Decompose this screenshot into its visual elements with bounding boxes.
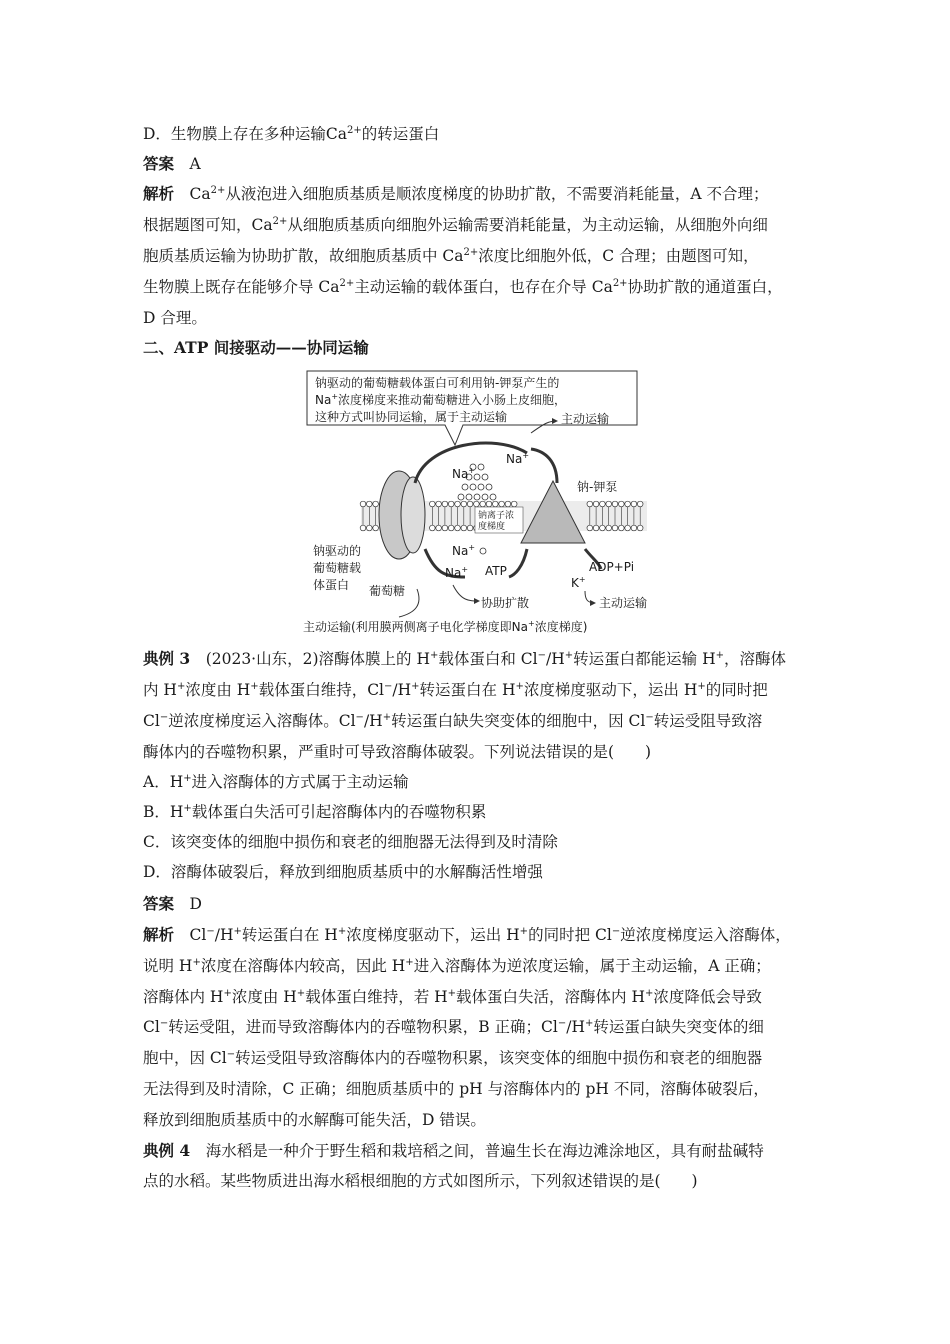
superscript: −: [537, 650, 546, 661]
text-run: 载体蛋白和 Cl: [438, 650, 538, 668]
text-run: 从细胞质基质向细胞外运输需要消耗能量，为主动运输，从细胞外向细: [287, 216, 768, 234]
facilitated-label: 协助扩散: [481, 596, 530, 610]
text-line-13: [143, 771, 823, 793]
k-label: K+: [571, 575, 586, 590]
text-run: 载体蛋白失活，溶酶体内 H: [456, 988, 645, 1006]
text-line-16: [143, 861, 823, 883]
superscript: 2+: [272, 216, 288, 227]
text-run: 逆浓度梯度运入溶酶体。Cl: [168, 712, 356, 730]
carrier-label-2: 葡萄糖载: [313, 561, 362, 575]
superscript: −: [557, 1018, 567, 1029]
superscript: +: [447, 988, 457, 999]
text-run: A．H: [143, 773, 184, 791]
pump-atp-arrow: [509, 549, 527, 577]
text-line-5: [143, 245, 823, 267]
superscript: −: [645, 712, 654, 723]
text-run: A: [174, 155, 201, 173]
text-run: Cl: [143, 712, 160, 730]
text-line-11: [143, 710, 823, 732]
text-run: 进入溶酶体为逆浓度运输，属于主动运输，A 正确；: [413, 957, 771, 975]
text-line-23: [143, 1078, 823, 1100]
superscript: +: [233, 926, 242, 937]
text-run: 浓度在溶酶体内较高，因此 H: [200, 957, 406, 975]
superscript: 2+: [339, 278, 355, 289]
active-transport-bottom-label: 主动运输: [599, 596, 648, 610]
gradient-label-2: 度梯度: [478, 522, 506, 532]
text-run: 无法得到及时清除，C 正确；细胞质基质中的 pH 与溶酶体内的 pH 不同，溶酶体破裂后，: [143, 1080, 769, 1098]
text-run: 从液泡进入细胞质基质是顺浓度梯度的协助扩散，不需要消耗能量，A 不合理；: [225, 185, 769, 203]
text-line-12: [143, 741, 823, 763]
text-run: 浓度由 H: [231, 988, 297, 1006]
text-run: D．溶酶体破裂后，释放到细胞质基质中的水解酶活性增强: [143, 863, 543, 881]
text-run: 胞中，因 Cl: [143, 1049, 227, 1067]
carrier-label-3: 体蛋白: [313, 578, 350, 592]
text-run: 解析: [143, 925, 175, 944]
text-run: 解析: [143, 184, 175, 203]
text-run: Ca: [174, 185, 211, 203]
superscript: +: [183, 773, 192, 784]
superscript: 2+: [612, 278, 628, 289]
superscript: −: [159, 1018, 169, 1029]
text-run: (2023·山东，2)溶酶体膜上的 H: [190, 650, 430, 668]
superscript: +: [176, 681, 186, 692]
na-top-label: Na+: [506, 451, 530, 466]
text-run: 释放到细胞质基质中的水解酶可能失活，D 错误。: [143, 1111, 486, 1129]
superscript: +: [715, 650, 724, 661]
superscript: +: [585, 1018, 594, 1029]
text-run: 酶体内的吞噬物积累，严重时可导致溶酶体破裂。下列说法错误的是( ): [143, 743, 652, 761]
text-run: C．该突变体的细胞中损伤和衰老的细胞器无法得到及时清除: [143, 833, 558, 851]
text-run: 载体蛋白维持，若 H: [305, 988, 448, 1006]
text-run: 转运蛋白在 H: [419, 681, 516, 699]
gradient-label-1: 钠离子浓: [478, 511, 515, 521]
text-run: /H: [392, 681, 412, 699]
text-line-17: [143, 893, 823, 915]
superscript: −: [206, 926, 215, 937]
text-run: /H: [546, 650, 565, 668]
superscript: 2+: [347, 125, 362, 136]
text-run: 浓度梯度驱动下，运出 H: [346, 926, 520, 944]
text-run: B．H: [143, 803, 184, 821]
text-line-22: [143, 1047, 823, 1069]
superscript: +: [411, 681, 420, 692]
na-low-label: Na+: [452, 543, 476, 558]
text-run: 内 H: [143, 681, 177, 699]
superscript: +: [564, 650, 574, 661]
superscript: +: [697, 681, 706, 692]
text-run: 的转运蛋白: [361, 125, 440, 143]
text-run: /H: [214, 926, 234, 944]
text-run: 点的水稻。某些物质进出海水稻根细胞的方式如图所示，下列叙述错误的是( ): [143, 1172, 698, 1190]
superscript: +: [644, 988, 654, 999]
pump-top-arrow: [531, 449, 557, 483]
text-run: /H: [566, 1018, 585, 1036]
text-run: 答案: [143, 154, 175, 173]
text-run: D 合理。: [143, 309, 207, 327]
callout-line-2: Na+浓度梯度来推动葡萄糖进入小肠上皮细胞，: [315, 392, 567, 407]
text-run: ，溶酶体: [723, 650, 786, 668]
text-run: 根据题图可知，Ca: [143, 216, 273, 234]
superscript: +: [519, 926, 529, 937]
text-line-21: [143, 1016, 823, 1038]
text-run: 浓度梯度驱动下，运出 H: [523, 681, 698, 699]
text-run: 答案: [143, 894, 175, 913]
superscript: +: [429, 650, 439, 661]
text-line-8: [143, 337, 823, 359]
adp-label: ADP+Pi: [589, 560, 635, 574]
superscript: +: [382, 712, 392, 723]
text-run: 的同时把: [705, 681, 768, 699]
text-line-10: [143, 679, 823, 701]
superscript: +: [223, 988, 232, 999]
text-line-18: [143, 924, 823, 946]
text-run: D: [174, 895, 202, 913]
text-run: 说明 H: [143, 957, 193, 975]
text-line-1: [143, 123, 823, 145]
text-run: 转运受阻导致溶: [653, 712, 763, 730]
superscript: +: [337, 926, 347, 937]
text-run: 进入溶酶体的方式属于主动运输: [191, 773, 409, 791]
superscript: −: [159, 712, 169, 723]
superscript: −: [226, 1049, 236, 1060]
superscript: +: [296, 988, 306, 999]
text-run: 浓度降低会导致: [653, 988, 762, 1006]
text-run: 典例 3: [143, 649, 191, 668]
superscript: +: [183, 803, 192, 814]
text-run: 转运受阻导致溶酶体内的吞噬物积累，该突变体的细胞中损伤和衰老的细胞器: [235, 1049, 763, 1067]
carrier-label-1: 钠驱动的: [313, 544, 362, 558]
na-bottom-label: Na+: [445, 565, 469, 580]
callout-line-3: 这种方式叫协同运输，属于主动运输: [315, 410, 508, 424]
text-run: D．生物膜上存在多种运输Ca: [143, 125, 348, 143]
text-line-26: [143, 1170, 823, 1192]
text-run: Cl: [143, 1018, 160, 1036]
text-run: 的同时把 Cl: [528, 926, 612, 944]
facilitated-arrow: [453, 585, 479, 601]
pump-label: 钠-钾泵: [577, 480, 618, 494]
text-run: 载体蛋白失活可引起溶酶体内的吞噬物积累: [191, 803, 487, 821]
text-run: 典例 4: [143, 1141, 191, 1160]
co-transport-figure: [295, 363, 655, 643]
superscript: +: [515, 681, 524, 692]
glucose-label: 葡萄糖: [369, 584, 406, 598]
text-line-25: [143, 1140, 823, 1162]
text-run: 二、ATP 间接驱动——协同运输: [143, 338, 369, 357]
text-run: 转运受阻，进而导致溶酶体内的吞噬物积累，B 正确；Cl: [168, 1018, 558, 1036]
text-line-4: [143, 214, 823, 236]
text-line-2: [143, 153, 823, 175]
superscript: 2+: [210, 185, 226, 196]
text-run: 逆浓度梯度运入溶酶体，: [620, 926, 791, 944]
text-line-19: [143, 955, 823, 977]
superscript: −: [355, 712, 364, 723]
text-run: 主动运输的载体蛋白，也存在介导 Ca: [354, 278, 613, 296]
text-run: 胞质基质运输为协助扩散，故细胞质基质中 Ca: [143, 247, 464, 265]
text-line-3: [143, 183, 823, 205]
superscript: −: [611, 926, 621, 937]
text-run: 载体蛋白维持，Cl: [258, 681, 385, 699]
text-run: 浓度比细胞外低，C 合理；由题图可知，: [478, 247, 759, 265]
text-run: 转运蛋白缺失突变体的细: [593, 1018, 764, 1036]
text-run: 生物膜上既存在能够介导 Ca: [143, 278, 340, 296]
callout-line-1: 钠驱动的葡萄糖载体蛋白可利用钠-钾泵产生的: [315, 376, 560, 390]
text-line-15: [143, 831, 823, 853]
text-run: 浓度由 H: [185, 681, 251, 699]
glucose-carrier-protein-inner: [401, 477, 425, 553]
superscript: +: [250, 681, 259, 692]
text-line-24: [143, 1109, 823, 1131]
text-line-6: [143, 276, 823, 298]
superscript: −: [384, 681, 393, 692]
superscript: +: [405, 957, 414, 968]
text-run: 协助扩散的通道蛋白，: [627, 278, 783, 296]
active-transport-bottom-arrow: [585, 591, 595, 603]
text-line-9: [143, 648, 823, 670]
text-line-14: [143, 801, 823, 823]
text-run: 转运蛋白都能运输 H: [573, 650, 716, 668]
text-run: /H: [363, 712, 383, 730]
diagram-caption: 主动运输(利用膜两侧离子电化学梯度即Na+浓度梯度): [303, 619, 588, 634]
superscript: 2+: [463, 247, 479, 258]
text-run: 转运蛋白在 H: [241, 926, 338, 944]
superscript: +: [192, 957, 201, 968]
text-line-7: [143, 307, 823, 329]
text-line-20: [143, 986, 823, 1008]
atp-label: ATP: [485, 564, 507, 578]
text-run: Cl: [174, 926, 207, 944]
active-transport-top-label: 主动运输: [561, 412, 610, 426]
text-run: 转运蛋白缺失突变体的细胞中，因 Cl: [391, 712, 646, 730]
text-run: 溶酶体内 H: [143, 988, 224, 1006]
na-mid-label: Na+: [452, 466, 476, 481]
text-run: 海水稻是一种介于野生稻和栽培稻之间，普遍生长在海边滩涂地区，具有耐盐碱特: [190, 1142, 764, 1160]
co-transport-diagram: [295, 363, 655, 643]
